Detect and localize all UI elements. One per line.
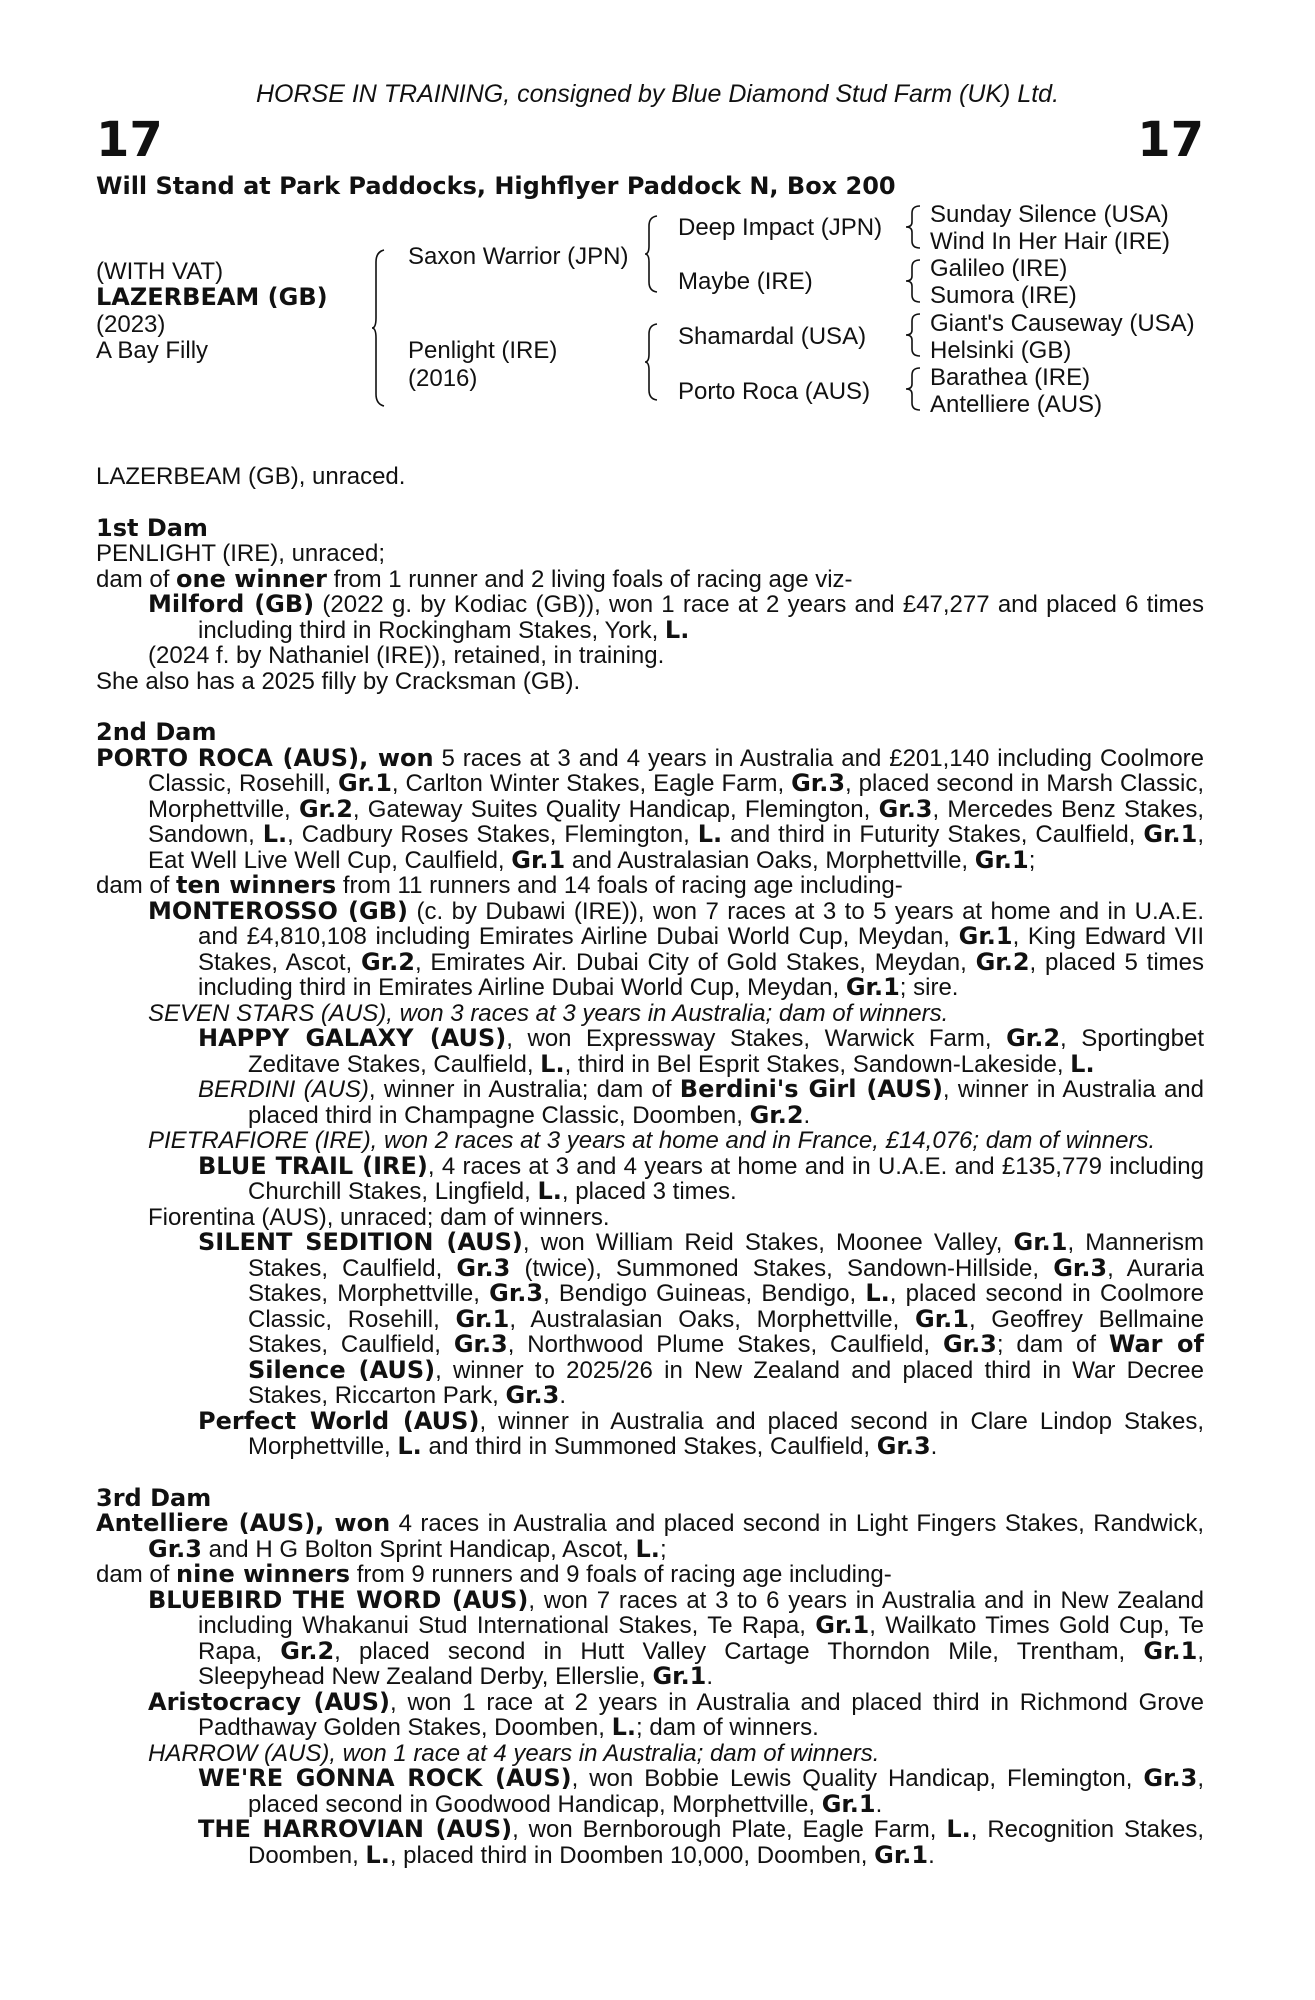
ggp-7: Barathea (IRE) (930, 364, 1091, 391)
ggp-5: Giant's Causeway (USA) (930, 310, 1195, 337)
entry-berdini: BERDINI (AUS), winner in Australia; dam of Berdini's Girl (AUS), winner in Australia and placed third in Champagne Classic, Doomben, Gr.2. (198, 1075, 1204, 1129)
ggp-3: Galileo (IRE) (930, 255, 1068, 282)
entry-monterosso: MONTEROSSO (GB) (c. by Dubawi (IRE)), won 7 races at 3 to 5 years at home and in U.A.E. and £4,810,108 including Emirates Airline Dubai World Cup, Meydan, Gr.1, King Edward VII Stakes, Ascot, Gr.2, Emirates Air. Dubai City of Gold Stakes, Meydan, Gr.2, placed 5 times including third in Emirates Airline Dubai World Cup, Meydan, Gr.1; sire. (148, 896, 1205, 1001)
entry-the-harrovian: THE HARROVIAN (AUS), won Bernborough Plate, Eagle Farm, L., Recognition Stakes, Doomben, L., placed third in Doomben 10,000, Doomben, Gr.1. (198, 1815, 1205, 1869)
first-dam-line-3: She also has a 2025 filly by Cracksman (GB). (96, 667, 581, 695)
third-dam-produce-line: dam of nine winners from 9 runners and 9 foals of racing age including- (96, 1560, 892, 1588)
first-dam-entry-2024: (2024 f. by Nathaniel (IRE)), retained, in training. (148, 642, 665, 669)
first-dam-line-2: dam of one winner from 1 runner and 2 living foals of racing age viz- (96, 564, 853, 593)
third-dam-heading: 3rd Dam (96, 1483, 212, 1512)
stand-location: Will Stand at Park Paddocks, Highflyer Paddock N, Box 200 (96, 172, 896, 200)
catalogue-body (96, 464, 1204, 1868)
ggp-4: Sumora (IRE) (930, 282, 1077, 309)
entry-pietrafiore: PIETRAFIORE (IRE), won 2 races at 3 years at home and in France, £14,076; dam of winners. (148, 1127, 1156, 1154)
entry-were-gonna-rock: WE'RE GONNA ROCK (AUS), won Bobbie Lewis Quality Handicap, Flemington, Gr.3, placed second in Goodwood Handicap, Morphettville, Gr.1. (198, 1764, 1204, 1818)
race-record: LAZERBEAM (GB), unraced. (96, 463, 406, 490)
bracket-dam (645, 322, 665, 402)
entry-happy-galaxy: HAPPY GALAXY (AUS), won Expressway Stakes, Warwick Farm, Gr.2, Sportingbet Zeditave Stakes, Caulfield, L., third in Bel Esprit Stakes, Sandown-Lakeside, L. (198, 1024, 1205, 1078)
sire: Saxon Warrior (JPN) (408, 243, 629, 270)
second-dam-heading: 2nd Dam (96, 718, 217, 746)
bracket-sire (645, 214, 665, 294)
dam-sire: Shamardal (USA) (678, 323, 867, 350)
second-dam-produce-line: dam of ten winners from 11 runners and 14 foals of racing age including- (96, 871, 903, 899)
first-dam-line-1: PENLIGHT (IRE), unraced; (96, 540, 385, 567)
entry-harrow: HARROW (AUS), won 1 race at 4 years in Australia; dam of winners. (148, 1739, 880, 1767)
sire-dam: Maybe (IRE) (678, 268, 813, 295)
sire-sire: Deep Impact (JPN) (678, 214, 883, 241)
vat-note: (WITH VAT) (96, 258, 224, 285)
bracket-ggp-4 (906, 366, 926, 412)
bracket-ggp-2 (906, 258, 926, 304)
dam-dam: Porto Roca (AUS) (678, 378, 871, 405)
lot-number-right: 17 (1137, 112, 1204, 168)
entry-aristocracy: Aristocracy (AUS), won 1 race at 2 years in Australia and placed third in Richmond Grove Padthaway Golden Stakes, Doomben, L.; dam of winners. (148, 1687, 1204, 1741)
entry-perfect-world: Perfect World (AUS), winner in Australia and placed second in Clare Lindop Stakes, Morphettville, L. and third in Summoned Stakes, Caulfield, Gr.3. (198, 1406, 1205, 1460)
ggp-1: Sunday Silence (USA) (930, 201, 1169, 228)
first-dam-entry-milford: Milford (GB) (2022 g. by Kodiac (GB)), won 1 race at 2 years and £47,277 and placed 6 times including third in Rockingham Stakes, York, L. (148, 590, 1204, 644)
first-dam-heading: 1st Dam (96, 513, 208, 542)
dam-year: (2016) (408, 365, 478, 392)
entry-seven-stars: SEVEN STARS (AUS), won 3 races at 3 years in Australia; dam of winners. (148, 999, 949, 1027)
horse-year: (2023) (96, 311, 166, 338)
lot-number-left: 17 (96, 112, 163, 168)
bracket-ggp-3 (906, 312, 926, 358)
horse-description: A Bay Filly (96, 337, 209, 364)
bracket-main (372, 248, 392, 408)
entry-silent-sedition: SILENT SEDITION (AUS), won William Reid Stakes, Moonee Valley, Gr.1, Mannerism Stakes, Caulfield, Gr.3 (twice), Summoned Stakes, Sandown-Hillside, Gr.3, Auraria Stakes, Morphettville, Gr.3, Bendigo Guineas, Bendigo, L., placed second in Coolmore Classic, Rosehill, Gr.1, Australasian Oaks, Morphettville, Gr.1, Geoffrey Bellmaine Stakes, Caulfield, Gr.3, Northwood Plume Stakes, Caulfield, Gr.3; dam of War of Silence (AUS), winner to 2025/26 in New Zealand and placed third in War Decree Stakes, Riccarton Park, Gr.3. (198, 1228, 1204, 1409)
dam: Penlight (IRE) (408, 337, 558, 364)
ggp-6: Helsinki (GB) (930, 337, 1072, 364)
entry-fiorentina: Fiorentina (AUS), unraced; dam of winners. (148, 1203, 610, 1231)
third-dam-antelliere: Antelliere (AUS), won 4 races in Australia and placed second in Light Fingers Stakes, Randwick, Gr.3 and H G Bolton Sprint Handicap, Ascot, L.; (96, 1509, 1205, 1563)
horse-name: LAZERBEAM (GB) (96, 283, 328, 311)
consignment-header: HORSE IN TRAINING, consigned by Blue Diamond Stud Farm (UK) Ltd. (255, 80, 1060, 108)
ggp-2: Wind In Her Hair (IRE) (930, 228, 1171, 255)
second-dam-porto-roca: PORTO ROCA (AUS), won 5 races at 3 and 4 years in Australia and £201,140 including Coolmore Classic, Rosehill, Gr.1, Carlton Winter Stakes, Eagle Farm, Gr.3, placed second in Marsh Classic, Morphettville, Gr.2, Gateway Suites Quality Handicap, Flemington, Gr.3, Mercedes Benz Stakes, Sandown, L., Cadbury Roses Stakes, Flemington, L. and third in Futurity Stakes, Caulfield, Gr.1, Eat Well Live Well Cup, Caulfield, Gr.1 and Australasian Oaks, Morphettville, Gr.1; (96, 743, 1205, 874)
entry-blue-trail: BLUE TRAIL (IRE), 4 races at 3 and 4 years at home and in U.A.E. and £135,779 including Churchill Stakes, Lingfield, L., placed 3 times. (198, 1151, 1204, 1205)
ggp-8: Antelliere (AUS) (930, 391, 1103, 418)
bracket-ggp-1 (906, 204, 926, 250)
entry-bluebird-the-word: BLUEBIRD THE WORD (AUS), won 7 races at 3 to 6 years in Australia and in New Zealand including Whakanui Stud International Stakes, Te Rapa, Gr.1, Wailkato Times Gold Cup, Te Rapa, Gr.2, placed second in Hutt Valley Cartage Thorndon Mile, Trentham, Gr.1, Sleepyhead New Zealand Derby, Ellerslie, Gr.1. (148, 1585, 1204, 1690)
